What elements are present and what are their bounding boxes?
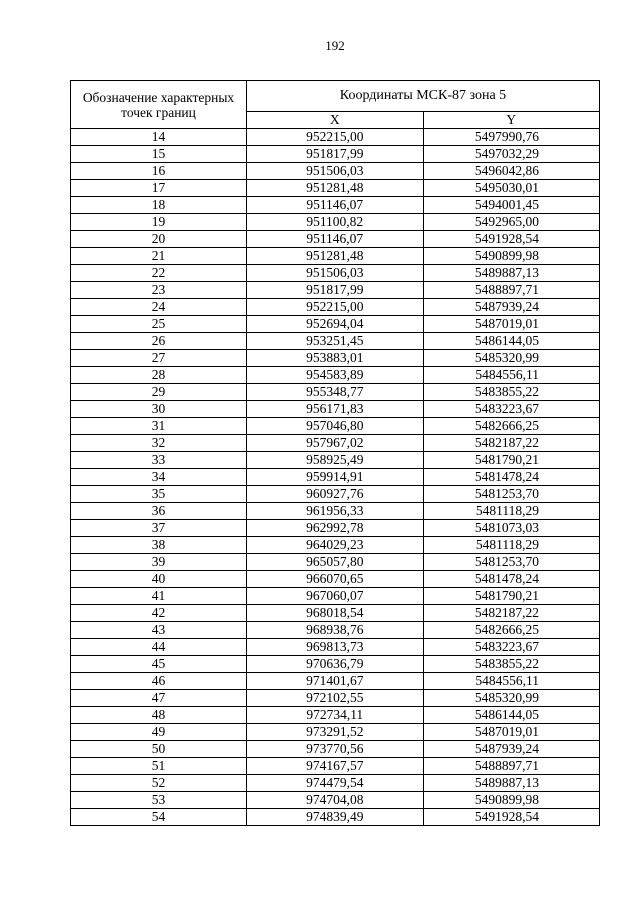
x-coordinate-cell: 974167,57 xyxy=(247,758,424,775)
y-coordinate-cell: 5486144,05 xyxy=(423,707,600,724)
table-row xyxy=(71,554,600,571)
point-cell: 34 xyxy=(71,469,247,486)
table-row xyxy=(71,452,600,469)
x-coordinate-cell: 958925,49 xyxy=(247,452,424,469)
point-cell: 25 xyxy=(71,316,247,333)
table-row xyxy=(71,792,600,809)
y-coordinate-cell: 5489887,13 xyxy=(423,775,600,792)
table-row xyxy=(71,537,600,554)
point-cell: 21 xyxy=(71,248,247,265)
y-coordinate-cell: 5489887,13 xyxy=(423,265,600,282)
table-row xyxy=(71,265,600,282)
table-row xyxy=(71,741,600,758)
y-coordinate-cell: 5482187,22 xyxy=(423,605,600,622)
point-cell: 19 xyxy=(71,214,247,231)
y-coordinate-cell: 5481478,24 xyxy=(423,469,600,486)
x-coordinate-cell: 955348,77 xyxy=(247,384,424,401)
table-row xyxy=(71,656,600,673)
point-cell: 14 xyxy=(71,129,247,146)
x-coordinate-cell: 961956,33 xyxy=(247,503,424,520)
point-cell: 29 xyxy=(71,384,247,401)
table-row xyxy=(71,486,600,503)
x-coordinate-cell: 965057,80 xyxy=(247,554,424,571)
y-coordinate-cell: 5495030,01 xyxy=(423,180,600,197)
page-number: 192 xyxy=(325,38,345,53)
point-cell: 35 xyxy=(71,486,247,503)
point-cell: 31 xyxy=(71,418,247,435)
point-cell: 17 xyxy=(71,180,247,197)
x-coordinate-cell: 971401,67 xyxy=(247,673,424,690)
x-coordinate-cell: 964029,23 xyxy=(247,537,424,554)
y-coordinate-cell: 5481253,70 xyxy=(423,486,600,503)
y-coordinate-cell: 5490899,98 xyxy=(423,792,600,809)
point-cell: 28 xyxy=(71,367,247,384)
table-row xyxy=(71,333,600,350)
y-coordinate-cell: 5496042,86 xyxy=(423,163,600,180)
y-coordinate-cell: 5491928,54 xyxy=(423,809,600,826)
table-row xyxy=(71,673,600,690)
x-column-header: X xyxy=(247,112,424,129)
y-coordinate-cell: 5481118,29 xyxy=(423,537,600,554)
y-coordinate-cell: 5483223,67 xyxy=(423,401,600,418)
point-cell: 50 xyxy=(71,741,247,758)
x-coordinate-cell: 974839,49 xyxy=(247,809,424,826)
x-coordinate-cell: 967060,07 xyxy=(247,588,424,605)
point-cell: 53 xyxy=(71,792,247,809)
y-coordinate-cell: 5484556,11 xyxy=(423,673,600,690)
point-cell: 44 xyxy=(71,639,247,656)
point-cell: 26 xyxy=(71,333,247,350)
table-row xyxy=(71,435,600,452)
x-coordinate-cell: 956171,83 xyxy=(247,401,424,418)
point-cell: 45 xyxy=(71,656,247,673)
table-row xyxy=(71,639,600,656)
table-row xyxy=(71,690,600,707)
x-coordinate-cell: 966070,65 xyxy=(247,571,424,588)
table-row xyxy=(71,418,600,435)
x-coordinate-cell: 954583,89 xyxy=(247,367,424,384)
table-row xyxy=(71,758,600,775)
y-coordinate-cell: 5491928,54 xyxy=(423,231,600,248)
x-coordinate-cell: 960927,76 xyxy=(247,486,424,503)
table-row xyxy=(71,809,600,826)
point-cell: 41 xyxy=(71,588,247,605)
x-coordinate-cell: 972102,55 xyxy=(247,690,424,707)
point-cell: 24 xyxy=(71,299,247,316)
y-coordinate-cell: 5487939,24 xyxy=(423,299,600,316)
x-coordinate-cell: 957967,02 xyxy=(247,435,424,452)
table-row xyxy=(71,231,600,248)
table-row xyxy=(71,299,600,316)
coordinates-table xyxy=(70,80,600,826)
table-row xyxy=(71,401,600,418)
point-cell: 22 xyxy=(71,265,247,282)
table-row xyxy=(71,775,600,792)
table-row xyxy=(71,707,600,724)
x-coordinate-cell: 951506,03 xyxy=(247,163,424,180)
y-coordinate-cell: 5481790,21 xyxy=(423,588,600,605)
point-cell: 15 xyxy=(71,146,247,163)
point-cell: 49 xyxy=(71,724,247,741)
point-cell: 51 xyxy=(71,758,247,775)
point-cell: 46 xyxy=(71,673,247,690)
x-coordinate-cell: 968018,54 xyxy=(247,605,424,622)
x-coordinate-cell: 974704,08 xyxy=(247,792,424,809)
x-coordinate-cell: 959914,91 xyxy=(247,469,424,486)
y-coordinate-cell: 5482187,22 xyxy=(423,435,600,452)
x-coordinate-cell: 962992,78 xyxy=(247,520,424,537)
x-coordinate-cell: 951146,07 xyxy=(247,231,424,248)
x-coordinate-cell: 973770,56 xyxy=(247,741,424,758)
y-coordinate-cell: 5497990,76 xyxy=(423,129,600,146)
point-cell: 32 xyxy=(71,435,247,452)
point-designation-header: Обозначение характерных точек границ xyxy=(71,81,247,129)
y-coordinate-cell: 5488897,71 xyxy=(423,282,600,299)
table-row xyxy=(71,163,600,180)
table-row xyxy=(71,520,600,537)
y-coordinate-cell: 5486144,05 xyxy=(423,333,600,350)
point-cell: 23 xyxy=(71,282,247,299)
y-coordinate-cell: 5492965,00 xyxy=(423,214,600,231)
point-cell: 39 xyxy=(71,554,247,571)
y-coordinate-cell: 5482666,25 xyxy=(423,622,600,639)
y-coordinate-cell: 5481478,24 xyxy=(423,571,600,588)
y-coordinate-cell: 5481073,03 xyxy=(423,520,600,537)
table-row xyxy=(71,588,600,605)
y-coordinate-cell: 5483855,22 xyxy=(423,656,600,673)
x-coordinate-cell: 969813,73 xyxy=(247,639,424,656)
table-row xyxy=(71,197,600,214)
table-row xyxy=(71,605,600,622)
y-coordinate-cell: 5487019,01 xyxy=(423,316,600,333)
point-cell: 38 xyxy=(71,537,247,554)
y-coordinate-cell: 5482666,25 xyxy=(423,418,600,435)
table-row xyxy=(71,622,600,639)
point-cell: 18 xyxy=(71,197,247,214)
point-cell: 40 xyxy=(71,571,247,588)
y-coordinate-cell: 5487019,01 xyxy=(423,724,600,741)
point-cell: 27 xyxy=(71,350,247,367)
table-row xyxy=(71,724,600,741)
table-row xyxy=(71,248,600,265)
header-row-top xyxy=(71,81,600,112)
point-cell: 54 xyxy=(71,809,247,826)
table-row xyxy=(71,129,600,146)
table-row xyxy=(71,384,600,401)
point-cell: 48 xyxy=(71,707,247,724)
table-row xyxy=(71,316,600,333)
y-coordinate-cell: 5485320,99 xyxy=(423,350,600,367)
table-row xyxy=(71,146,600,163)
y-coordinate-cell: 5487939,24 xyxy=(423,741,600,758)
point-cell: 47 xyxy=(71,690,247,707)
x-coordinate-cell: 951281,48 xyxy=(247,248,424,265)
table-row xyxy=(71,282,600,299)
point-cell: 30 xyxy=(71,401,247,418)
x-coordinate-cell: 951146,07 xyxy=(247,197,424,214)
y-column-header: Y xyxy=(423,112,600,129)
x-coordinate-cell: 952215,00 xyxy=(247,129,424,146)
x-coordinate-cell: 968938,76 xyxy=(247,622,424,639)
x-coordinate-cell: 953251,45 xyxy=(247,333,424,350)
table-row xyxy=(71,571,600,588)
table-row xyxy=(71,180,600,197)
point-cell: 16 xyxy=(71,163,247,180)
x-coordinate-cell: 957046,80 xyxy=(247,418,424,435)
x-coordinate-cell: 953883,01 xyxy=(247,350,424,367)
x-coordinate-cell: 952215,00 xyxy=(247,299,424,316)
x-coordinate-cell: 951817,99 xyxy=(247,146,424,163)
y-coordinate-cell: 5481790,21 xyxy=(423,452,600,469)
y-coordinate-cell: 5497032,29 xyxy=(423,146,600,163)
y-coordinate-cell: 5481118,29 xyxy=(423,503,600,520)
point-cell: 43 xyxy=(71,622,247,639)
table-row xyxy=(71,350,600,367)
point-cell: 42 xyxy=(71,605,247,622)
x-coordinate-cell: 951100,82 xyxy=(247,214,424,231)
point-cell: 33 xyxy=(71,452,247,469)
y-coordinate-cell: 5481253,70 xyxy=(423,554,600,571)
x-coordinate-cell: 970636,79 xyxy=(247,656,424,673)
x-coordinate-cell: 951817,99 xyxy=(247,282,424,299)
x-coordinate-cell: 973291,52 xyxy=(247,724,424,741)
x-coordinate-cell: 951281,48 xyxy=(247,180,424,197)
x-coordinate-cell: 972734,11 xyxy=(247,707,424,724)
point-cell: 37 xyxy=(71,520,247,537)
y-coordinate-cell: 5488897,71 xyxy=(423,758,600,775)
y-coordinate-cell: 5490899,98 xyxy=(423,248,600,265)
table-row xyxy=(71,367,600,384)
y-coordinate-cell: 5494001,45 xyxy=(423,197,600,214)
point-cell: 36 xyxy=(71,503,247,520)
x-coordinate-cell: 951506,03 xyxy=(247,265,424,282)
x-coordinate-cell: 952694,04 xyxy=(247,316,424,333)
coordinates-system-header: Координаты МСК-87 зона 5 xyxy=(247,81,600,112)
point-cell: 52 xyxy=(71,775,247,792)
table-row xyxy=(71,503,600,520)
y-coordinate-cell: 5485320,99 xyxy=(423,690,600,707)
x-coordinate-cell: 974479,54 xyxy=(247,775,424,792)
y-coordinate-cell: 5483223,67 xyxy=(423,639,600,656)
table-body xyxy=(71,129,600,826)
point-cell: 20 xyxy=(71,231,247,248)
y-coordinate-cell: 5483855,22 xyxy=(423,384,600,401)
table-row xyxy=(71,214,600,231)
y-coordinate-cell: 5484556,11 xyxy=(423,367,600,384)
table-row xyxy=(71,469,600,486)
